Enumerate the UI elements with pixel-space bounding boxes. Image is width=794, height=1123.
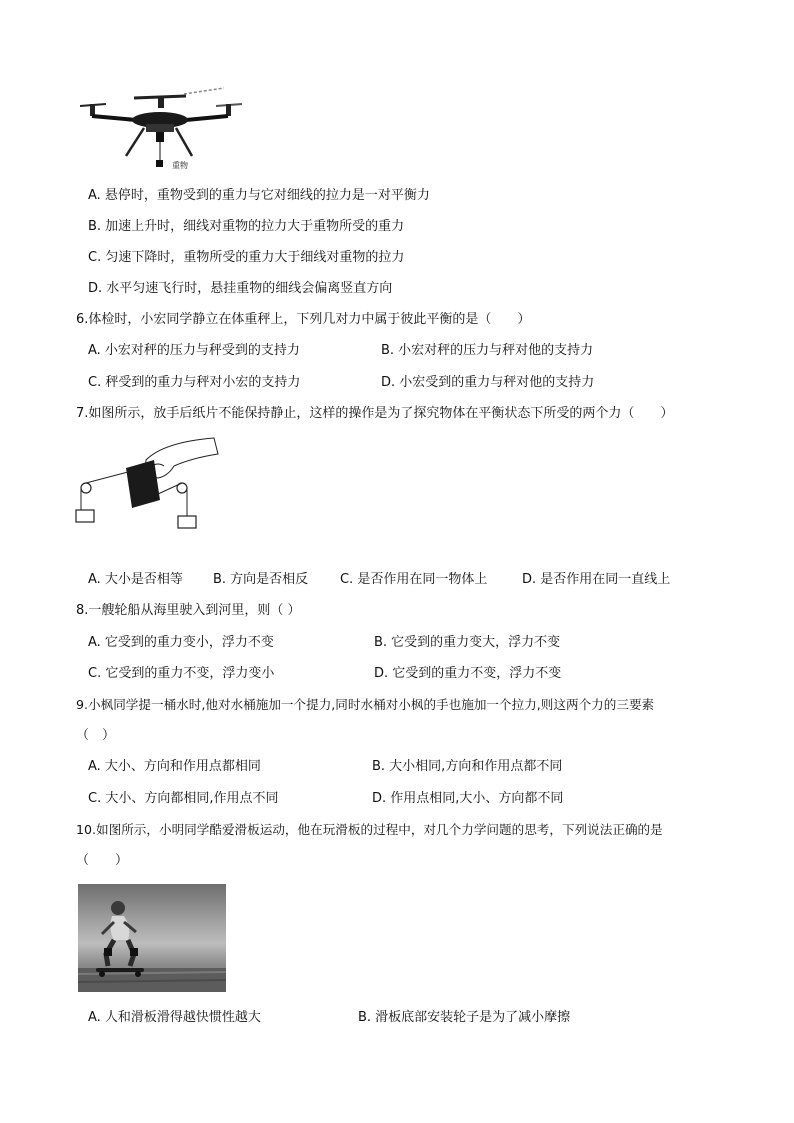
- card-pulley-figure: [74, 436, 224, 530]
- q6-option-a[interactable]: A. 小宏对秤的压力与秤受到的支持力: [88, 343, 300, 358]
- skateboarder-photo: [78, 884, 226, 992]
- q5-option-c[interactable]: C. 匀速下降时，重物所受的重力大于细线对重物的拉力: [88, 250, 405, 265]
- q10-stem-line2: （ ）: [76, 853, 129, 868]
- q7-option-b[interactable]: B. 方向是否相反: [213, 572, 309, 587]
- q9-option-b[interactable]: B. 大小相同,方向和作用点都不同: [372, 759, 563, 774]
- q6-option-d[interactable]: D. 小宏受到的重力与秤对他的支持力: [381, 375, 595, 390]
- drone-figure: [76, 84, 246, 176]
- q6-option-b[interactable]: B. 小宏对秤的压力与秤对他的支持力: [381, 343, 594, 358]
- q7-option-c[interactable]: C. 是否作用在同一物体上: [340, 572, 488, 587]
- q9-option-c[interactable]: C. 大小、方向都相同,作用点不同: [88, 791, 279, 806]
- q7-option-a[interactable]: A. 大小是否相等: [88, 572, 183, 587]
- q7-option-d[interactable]: D. 是否作用在同一直线上: [522, 572, 671, 587]
- q9-option-a[interactable]: A. 大小、方向和作用点都相同: [88, 759, 261, 774]
- q5-option-a[interactable]: A. 悬停时，重物受到的重力与它对细线的拉力是一对平衡力: [88, 188, 430, 203]
- q8-option-b[interactable]: B. 它受到的重力变大，浮力不变: [374, 635, 561, 650]
- q5-option-b[interactable]: B. 加速上升时，细线对重物的拉力大于重物所受的重力: [88, 219, 405, 234]
- q5-option-d[interactable]: D. 水平匀速飞行时，悬挂重物的细线会偏离竖直方向: [88, 281, 393, 296]
- weight-label: 重物: [172, 161, 188, 170]
- q8-option-d[interactable]: D. 它受到的重力不变，浮力不变: [374, 666, 562, 681]
- q10-option-b[interactable]: B. 滑板底部安装轮子是为了减小摩擦: [358, 1010, 571, 1025]
- q8-stem: 8.一艘轮船从海里驶入到河里，则（ ）: [76, 603, 301, 618]
- q8-option-a[interactable]: A. 它受到的重力变小，浮力不变: [88, 635, 274, 650]
- q7-stem: 7.如图所示，放手后纸片不能保持静止，这样的操作是为了探究物体在平衡状态下所受的两个力（ ）: [76, 406, 674, 421]
- q9-option-d[interactable]: D. 作用点相同,大小、方向都不同: [372, 791, 564, 806]
- q6-option-c[interactable]: C. 秤受到的重力与秤对小宏的支持力: [88, 375, 301, 390]
- q10-stem-line1: 10.如图所示，小明同学酷爱滑板运动，他在玩滑板的过程中，对几个力学问题的思考，下列说法正确的是: [76, 822, 663, 837]
- q9-stem-line2: （ ）: [76, 728, 116, 743]
- q9-stem-line1: 9.小枫同学提一桶水时,他对水桶施加一个提力,同时水桶对小枫的手也施加一个拉力,则这两个力的三要素: [76, 697, 655, 712]
- q8-option-c[interactable]: C. 它受到的重力不变，浮力变小: [88, 666, 275, 681]
- q6-stem: 6.体检时，小宏同学静立在体重秤上，下列几对力中属于彼此平衡的是（ ）: [76, 312, 531, 327]
- q10-option-a[interactable]: A. 人和滑板滑得越快惯性越大: [88, 1010, 261, 1025]
